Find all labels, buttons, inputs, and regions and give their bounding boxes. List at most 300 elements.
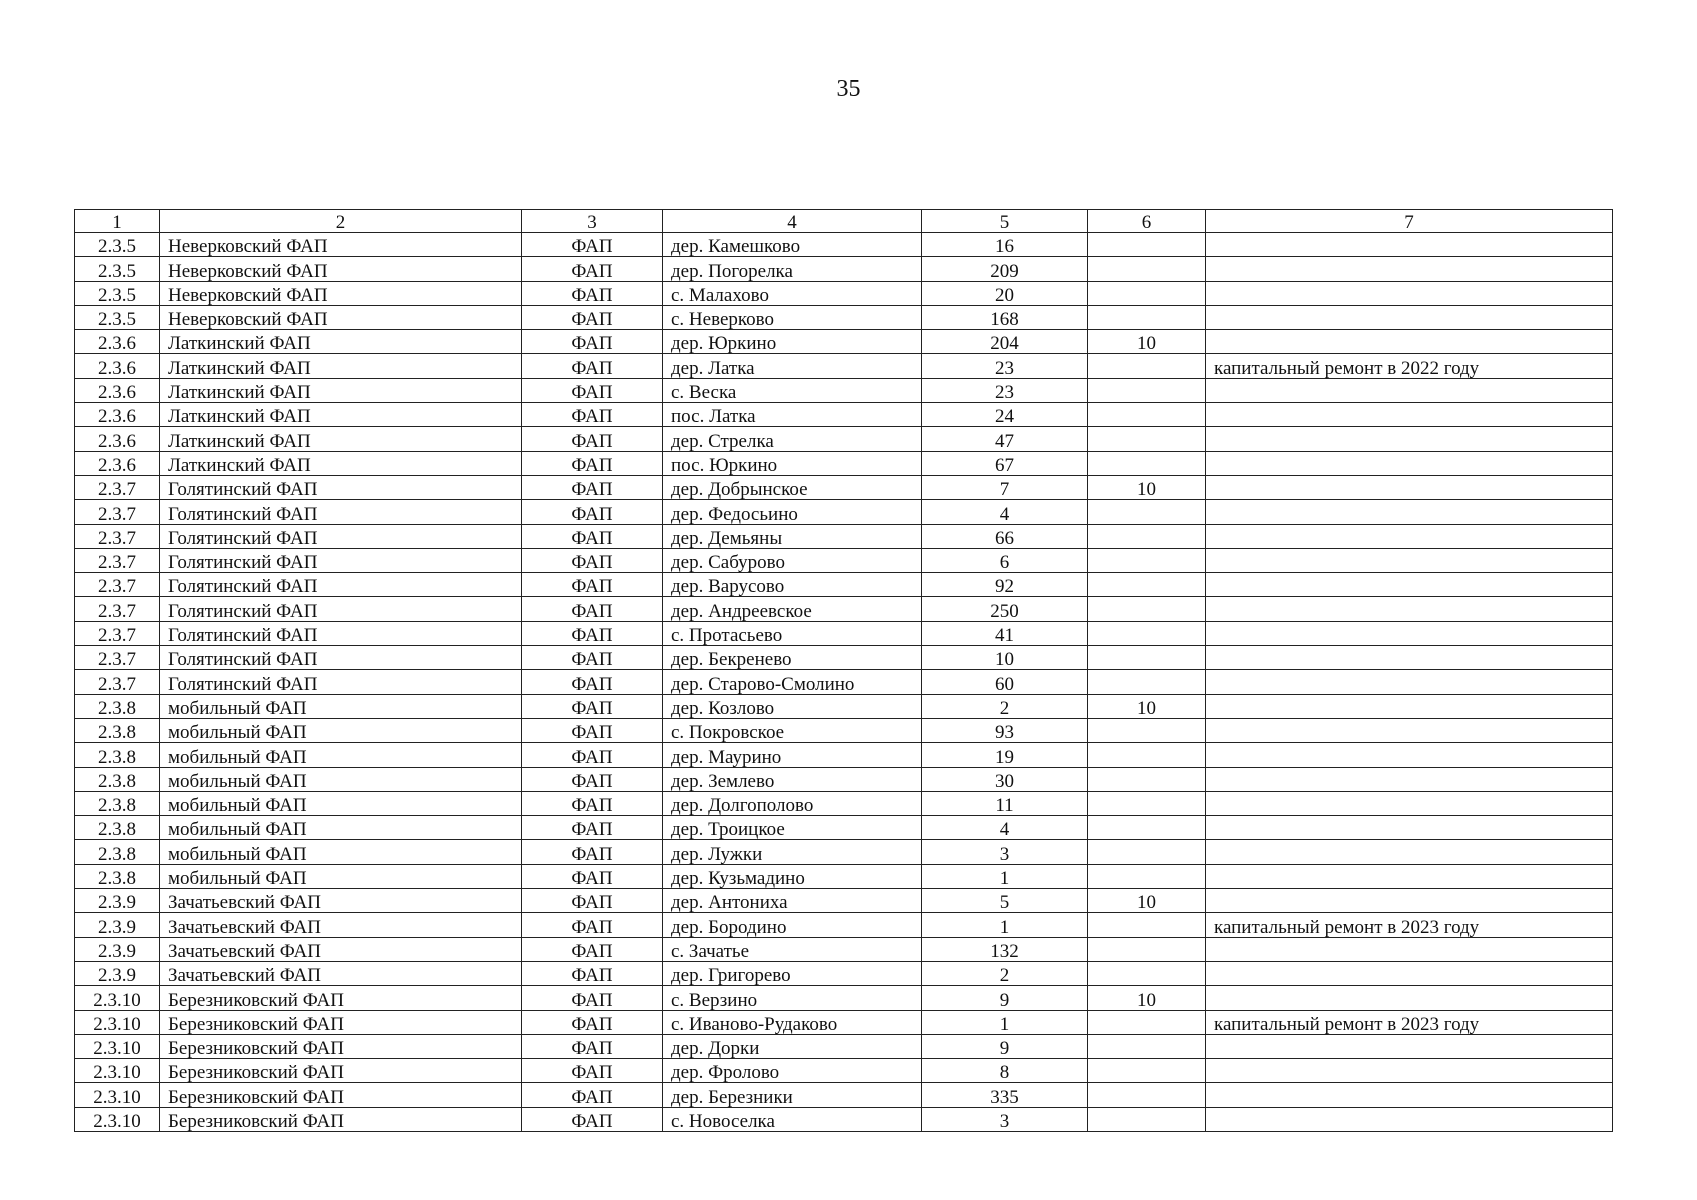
population-cell: 2 bbox=[922, 961, 1088, 985]
facility-name-cell: Голятинский ФАП bbox=[160, 597, 522, 621]
population-cell: 23 bbox=[922, 354, 1088, 378]
facility-type-cell: ФАП bbox=[522, 305, 663, 329]
table-row bbox=[75, 475, 1613, 499]
facility-name-cell: мобильный ФАП bbox=[160, 816, 522, 840]
row-number-cell: 2.3.9 bbox=[75, 937, 160, 961]
facility-name-cell: мобильный ФАП bbox=[160, 743, 522, 767]
table-row bbox=[75, 305, 1613, 329]
facility-name-cell: мобильный ФАП bbox=[160, 791, 522, 815]
settlement-cell: дер. Троицкое bbox=[663, 816, 922, 840]
settlement-cell: с. Веска bbox=[663, 378, 922, 402]
population-cell: 9 bbox=[922, 986, 1088, 1010]
facility-name-cell: Латкинский ФАП bbox=[160, 354, 522, 378]
facility-type-cell: ФАП bbox=[522, 767, 663, 791]
population-cell: 23 bbox=[922, 378, 1088, 402]
facility-type-cell: ФАП bbox=[522, 718, 663, 742]
table-row bbox=[75, 840, 1613, 864]
col6-cell bbox=[1088, 1083, 1206, 1107]
facilities-table bbox=[74, 209, 1613, 1132]
note-cell bbox=[1206, 840, 1613, 864]
note-cell bbox=[1206, 378, 1613, 402]
settlement-cell: дер. Демьяны bbox=[663, 524, 922, 548]
col6-cell bbox=[1088, 743, 1206, 767]
col6-cell bbox=[1088, 913, 1206, 937]
table-row bbox=[75, 524, 1613, 548]
facility-type-cell: ФАП bbox=[522, 548, 663, 572]
note-cell: капитальный ремонт в 2023 году bbox=[1206, 1010, 1613, 1034]
note-cell bbox=[1206, 986, 1613, 1010]
row-number-cell: 2.3.5 bbox=[75, 305, 160, 329]
facility-type-cell: ФАП bbox=[522, 427, 663, 451]
col6-cell bbox=[1088, 573, 1206, 597]
settlement-cell: дер. Дорки bbox=[663, 1034, 922, 1058]
facility-name-cell: Голятинский ФАП bbox=[160, 548, 522, 572]
facility-type-cell: ФАП bbox=[522, 986, 663, 1010]
settlement-cell: дер. Варусово bbox=[663, 573, 922, 597]
population-cell: 41 bbox=[922, 621, 1088, 645]
note-cell bbox=[1206, 451, 1613, 475]
settlement-cell: дер. Федосьино bbox=[663, 500, 922, 524]
note-cell bbox=[1206, 767, 1613, 791]
col6-cell bbox=[1088, 354, 1206, 378]
note-cell bbox=[1206, 889, 1613, 913]
row-number-cell: 2.3.6 bbox=[75, 451, 160, 475]
population-cell: 1 bbox=[922, 913, 1088, 937]
col6-cell bbox=[1088, 816, 1206, 840]
facility-type-cell: ФАП bbox=[522, 816, 663, 840]
col6-cell bbox=[1088, 451, 1206, 475]
settlement-cell: дер. Старово-Смолино bbox=[663, 670, 922, 694]
settlement-cell: пос. Юркино bbox=[663, 451, 922, 475]
row-number-cell: 2.3.6 bbox=[75, 330, 160, 354]
facility-name-cell: Неверковский ФАП bbox=[160, 233, 522, 257]
row-number-cell: 2.3.10 bbox=[75, 986, 160, 1010]
population-cell: 7 bbox=[922, 475, 1088, 499]
note-cell bbox=[1206, 500, 1613, 524]
col6-cell bbox=[1088, 937, 1206, 961]
settlement-cell: дер. Добрынское bbox=[663, 475, 922, 499]
note-cell bbox=[1206, 548, 1613, 572]
row-number-cell: 2.3.8 bbox=[75, 791, 160, 815]
note-cell bbox=[1206, 1107, 1613, 1131]
settlement-cell: с. Зачатье bbox=[663, 937, 922, 961]
settlement-cell: с. Верзино bbox=[663, 986, 922, 1010]
population-cell: 16 bbox=[922, 233, 1088, 257]
row-number-cell: 2.3.8 bbox=[75, 718, 160, 742]
table-row bbox=[75, 913, 1613, 937]
population-cell: 30 bbox=[922, 767, 1088, 791]
table-row bbox=[75, 451, 1613, 475]
column-header: 6 bbox=[1088, 210, 1206, 233]
population-cell: 1 bbox=[922, 864, 1088, 888]
note-cell bbox=[1206, 597, 1613, 621]
settlement-cell: дер. Березники bbox=[663, 1083, 922, 1107]
facility-name-cell: Голятинский ФАП bbox=[160, 646, 522, 670]
facility-type-cell: ФАП bbox=[522, 257, 663, 281]
col6-cell: 10 bbox=[1088, 475, 1206, 499]
table-row bbox=[75, 743, 1613, 767]
facility-type-cell: ФАП bbox=[522, 475, 663, 499]
table-row bbox=[75, 1010, 1613, 1034]
col6-cell bbox=[1088, 257, 1206, 281]
table-row bbox=[75, 500, 1613, 524]
row-number-cell: 2.3.5 bbox=[75, 257, 160, 281]
settlement-cell: дер. Погорелка bbox=[663, 257, 922, 281]
population-cell: 1 bbox=[922, 1010, 1088, 1034]
column-header: 4 bbox=[663, 210, 922, 233]
table-row bbox=[75, 1034, 1613, 1058]
row-number-cell: 2.3.8 bbox=[75, 864, 160, 888]
row-number-cell: 2.3.9 bbox=[75, 961, 160, 985]
page-number: 35 bbox=[836, 76, 861, 102]
facility-name-cell: Березниковский ФАП bbox=[160, 1107, 522, 1131]
table-row bbox=[75, 816, 1613, 840]
col6-cell bbox=[1088, 767, 1206, 791]
facility-name-cell: Голятинский ФАП bbox=[160, 475, 522, 499]
population-cell: 3 bbox=[922, 1107, 1088, 1131]
facility-type-cell: ФАП bbox=[522, 597, 663, 621]
note-cell bbox=[1206, 743, 1613, 767]
col6-cell bbox=[1088, 281, 1206, 305]
col6-cell bbox=[1088, 597, 1206, 621]
table-row bbox=[75, 573, 1613, 597]
population-cell: 335 bbox=[922, 1083, 1088, 1107]
population-cell: 168 bbox=[922, 305, 1088, 329]
note-cell bbox=[1206, 621, 1613, 645]
col6-cell bbox=[1088, 1010, 1206, 1034]
note-cell bbox=[1206, 718, 1613, 742]
facility-type-cell: ФАП bbox=[522, 1083, 663, 1107]
table-row bbox=[75, 670, 1613, 694]
settlement-cell: с. Протасьево bbox=[663, 621, 922, 645]
note-cell bbox=[1206, 694, 1613, 718]
settlement-cell: дер. Стрелка bbox=[663, 427, 922, 451]
note-cell bbox=[1206, 281, 1613, 305]
row-number-cell: 2.3.10 bbox=[75, 1034, 160, 1058]
facility-type-cell: ФАП bbox=[522, 889, 663, 913]
facility-name-cell: мобильный ФАП bbox=[160, 694, 522, 718]
facility-type-cell: ФАП bbox=[522, 840, 663, 864]
row-number-cell: 2.3.5 bbox=[75, 281, 160, 305]
table-row bbox=[75, 403, 1613, 427]
table-row bbox=[75, 330, 1613, 354]
table-row bbox=[75, 1107, 1613, 1131]
facility-type-cell: ФАП bbox=[522, 500, 663, 524]
facility-name-cell: Латкинский ФАП bbox=[160, 330, 522, 354]
col6-cell bbox=[1088, 1034, 1206, 1058]
row-number-cell: 2.3.7 bbox=[75, 670, 160, 694]
facility-name-cell: Зачатьевский ФАП bbox=[160, 961, 522, 985]
col6-cell bbox=[1088, 840, 1206, 864]
facility-name-cell: Латкинский ФАП bbox=[160, 451, 522, 475]
table-row bbox=[75, 1083, 1613, 1107]
row-number-cell: 2.3.5 bbox=[75, 233, 160, 257]
facility-type-cell: ФАП bbox=[522, 573, 663, 597]
col6-cell: 10 bbox=[1088, 694, 1206, 718]
facility-name-cell: Латкинский ФАП bbox=[160, 378, 522, 402]
facility-name-cell: мобильный ФАП bbox=[160, 718, 522, 742]
col6-cell bbox=[1088, 305, 1206, 329]
row-number-cell: 2.3.8 bbox=[75, 694, 160, 718]
note-cell bbox=[1206, 475, 1613, 499]
population-cell: 20 bbox=[922, 281, 1088, 305]
population-cell: 66 bbox=[922, 524, 1088, 548]
population-cell: 204 bbox=[922, 330, 1088, 354]
facility-type-cell: ФАП bbox=[522, 694, 663, 718]
table-body bbox=[75, 210, 1613, 1132]
note-cell bbox=[1206, 257, 1613, 281]
settlement-cell: дер. Бородино bbox=[663, 913, 922, 937]
row-number-cell: 2.3.6 bbox=[75, 403, 160, 427]
facility-name-cell: Березниковский ФАП bbox=[160, 1010, 522, 1034]
row-number-cell: 2.3.7 bbox=[75, 646, 160, 670]
facility-type-cell: ФАП bbox=[522, 378, 663, 402]
row-number-cell: 2.3.7 bbox=[75, 475, 160, 499]
population-cell: 4 bbox=[922, 816, 1088, 840]
row-number-cell: 2.3.7 bbox=[75, 524, 160, 548]
table-row bbox=[75, 767, 1613, 791]
population-cell: 60 bbox=[922, 670, 1088, 694]
population-cell: 92 bbox=[922, 573, 1088, 597]
table-row bbox=[75, 646, 1613, 670]
row-number-cell: 2.3.8 bbox=[75, 816, 160, 840]
settlement-cell: дер. Фролово bbox=[663, 1059, 922, 1083]
row-number-cell: 2.3.8 bbox=[75, 840, 160, 864]
facility-type-cell: ФАП bbox=[522, 937, 663, 961]
column-header: 2 bbox=[160, 210, 522, 233]
settlement-cell: с. Покровское bbox=[663, 718, 922, 742]
population-cell: 3 bbox=[922, 840, 1088, 864]
table-row bbox=[75, 718, 1613, 742]
row-number-cell: 2.3.7 bbox=[75, 621, 160, 645]
facility-type-cell: ФАП bbox=[522, 1034, 663, 1058]
facility-name-cell: Зачатьевский ФАП bbox=[160, 913, 522, 937]
facility-type-cell: ФАП bbox=[522, 621, 663, 645]
settlement-cell: пос. Латка bbox=[663, 403, 922, 427]
col6-cell bbox=[1088, 1107, 1206, 1131]
facility-name-cell: Латкинский ФАП bbox=[160, 427, 522, 451]
facility-type-cell: ФАП bbox=[522, 281, 663, 305]
column-header: 3 bbox=[522, 210, 663, 233]
note-cell bbox=[1206, 403, 1613, 427]
population-cell: 8 bbox=[922, 1059, 1088, 1083]
row-number-cell: 2.3.6 bbox=[75, 378, 160, 402]
population-cell: 2 bbox=[922, 694, 1088, 718]
col6-cell bbox=[1088, 621, 1206, 645]
population-cell: 19 bbox=[922, 743, 1088, 767]
facility-type-cell: ФАП bbox=[522, 1107, 663, 1131]
settlement-cell: дер. Камешково bbox=[663, 233, 922, 257]
col6-cell: 10 bbox=[1088, 330, 1206, 354]
facility-type-cell: ФАП bbox=[522, 743, 663, 767]
settlement-cell: дер. Долгополово bbox=[663, 791, 922, 815]
settlement-cell: дер. Маурино bbox=[663, 743, 922, 767]
facility-type-cell: ФАП bbox=[522, 646, 663, 670]
col6-cell bbox=[1088, 524, 1206, 548]
population-cell: 5 bbox=[922, 889, 1088, 913]
note-cell bbox=[1206, 233, 1613, 257]
col6-cell bbox=[1088, 233, 1206, 257]
settlement-cell: с. Неверково bbox=[663, 305, 922, 329]
note-cell bbox=[1206, 646, 1613, 670]
col6-cell bbox=[1088, 548, 1206, 572]
table-row bbox=[75, 1059, 1613, 1083]
table-row bbox=[75, 864, 1613, 888]
facility-name-cell: Березниковский ФАП bbox=[160, 986, 522, 1010]
facility-type-cell: ФАП bbox=[522, 524, 663, 548]
table-row bbox=[75, 597, 1613, 621]
table-row bbox=[75, 694, 1613, 718]
row-number-cell: 2.3.7 bbox=[75, 597, 160, 621]
col6-cell bbox=[1088, 791, 1206, 815]
facility-type-cell: ФАП bbox=[522, 1059, 663, 1083]
note-cell bbox=[1206, 573, 1613, 597]
population-cell: 11 bbox=[922, 791, 1088, 815]
table-row bbox=[75, 986, 1613, 1010]
population-cell: 67 bbox=[922, 451, 1088, 475]
col6-cell: 10 bbox=[1088, 986, 1206, 1010]
settlement-cell: дер. Юркино bbox=[663, 330, 922, 354]
facility-name-cell: Березниковский ФАП bbox=[160, 1083, 522, 1107]
settlement-cell: дер. Латка bbox=[663, 354, 922, 378]
col6-cell bbox=[1088, 403, 1206, 427]
facility-name-cell: мобильный ФАП bbox=[160, 767, 522, 791]
table-row bbox=[75, 427, 1613, 451]
facility-name-cell: Березниковский ФАП bbox=[160, 1034, 522, 1058]
table-row bbox=[75, 281, 1613, 305]
population-cell: 10 bbox=[922, 646, 1088, 670]
facility-name-cell: Неверковский ФАП bbox=[160, 257, 522, 281]
header-row bbox=[75, 210, 1613, 233]
population-cell: 4 bbox=[922, 500, 1088, 524]
settlement-cell: с. Новоселка bbox=[663, 1107, 922, 1131]
row-number-cell: 2.3.10 bbox=[75, 1059, 160, 1083]
population-cell: 47 bbox=[922, 427, 1088, 451]
row-number-cell: 2.3.10 bbox=[75, 1010, 160, 1034]
table-row bbox=[75, 961, 1613, 985]
note-cell bbox=[1206, 524, 1613, 548]
row-number-cell: 2.3.7 bbox=[75, 573, 160, 597]
facility-type-cell: ФАП bbox=[522, 451, 663, 475]
note-cell bbox=[1206, 937, 1613, 961]
table-row bbox=[75, 889, 1613, 913]
column-header: 5 bbox=[922, 210, 1088, 233]
facility-type-cell: ФАП bbox=[522, 233, 663, 257]
facility-name-cell: мобильный ФАП bbox=[160, 864, 522, 888]
settlement-cell: дер. Бекренево bbox=[663, 646, 922, 670]
row-number-cell: 2.3.6 bbox=[75, 427, 160, 451]
population-cell: 132 bbox=[922, 937, 1088, 961]
table-row bbox=[75, 937, 1613, 961]
row-number-cell: 2.3.8 bbox=[75, 767, 160, 791]
facility-name-cell: Зачатьевский ФАП bbox=[160, 889, 522, 913]
col6-cell bbox=[1088, 961, 1206, 985]
settlement-cell: дер. Сабурово bbox=[663, 548, 922, 572]
note-cell bbox=[1206, 1034, 1613, 1058]
facility-type-cell: ФАП bbox=[522, 354, 663, 378]
settlement-cell: дер. Лужки bbox=[663, 840, 922, 864]
settlement-cell: с. Малахово bbox=[663, 281, 922, 305]
population-cell: 6 bbox=[922, 548, 1088, 572]
facility-type-cell: ФАП bbox=[522, 330, 663, 354]
note-cell bbox=[1206, 330, 1613, 354]
col6-cell bbox=[1088, 670, 1206, 694]
settlement-cell: дер. Козлово bbox=[663, 694, 922, 718]
facility-name-cell: Зачатьевский ФАП bbox=[160, 937, 522, 961]
col6-cell bbox=[1088, 1059, 1206, 1083]
population-cell: 209 bbox=[922, 257, 1088, 281]
note-cell bbox=[1206, 864, 1613, 888]
facility-name-cell: мобильный ФАП bbox=[160, 840, 522, 864]
row-number-cell: 2.3.7 bbox=[75, 548, 160, 572]
settlement-cell: дер. Андреевское bbox=[663, 597, 922, 621]
settlement-cell: дер. Кузьмадино bbox=[663, 864, 922, 888]
note-cell bbox=[1206, 816, 1613, 840]
row-number-cell: 2.3.10 bbox=[75, 1107, 160, 1131]
col6-cell bbox=[1088, 500, 1206, 524]
facility-name-cell: Неверковский ФАП bbox=[160, 305, 522, 329]
row-number-cell: 2.3.10 bbox=[75, 1083, 160, 1107]
note-cell bbox=[1206, 791, 1613, 815]
facility-name-cell: Голятинский ФАП bbox=[160, 670, 522, 694]
row-number-cell: 2.3.8 bbox=[75, 743, 160, 767]
col6-cell: 10 bbox=[1088, 889, 1206, 913]
table-row bbox=[75, 257, 1613, 281]
row-number-cell: 2.3.7 bbox=[75, 500, 160, 524]
row-number-cell: 2.3.9 bbox=[75, 913, 160, 937]
col6-cell bbox=[1088, 718, 1206, 742]
facility-type-cell: ФАП bbox=[522, 403, 663, 427]
facility-type-cell: ФАП bbox=[522, 961, 663, 985]
note-cell bbox=[1206, 1083, 1613, 1107]
facility-name-cell: Голятинский ФАП bbox=[160, 573, 522, 597]
facility-name-cell: Голятинский ФАП bbox=[160, 621, 522, 645]
col6-cell bbox=[1088, 646, 1206, 670]
table-row bbox=[75, 354, 1613, 378]
facility-type-cell: ФАП bbox=[522, 864, 663, 888]
row-number-cell: 2.3.6 bbox=[75, 354, 160, 378]
note-cell bbox=[1206, 1059, 1613, 1083]
column-header: 7 bbox=[1206, 210, 1613, 233]
population-cell: 24 bbox=[922, 403, 1088, 427]
col6-cell bbox=[1088, 427, 1206, 451]
population-cell: 93 bbox=[922, 718, 1088, 742]
population-cell: 9 bbox=[922, 1034, 1088, 1058]
row-number-cell: 2.3.9 bbox=[75, 889, 160, 913]
settlement-cell: дер. Землево bbox=[663, 767, 922, 791]
facility-type-cell: ФАП bbox=[522, 670, 663, 694]
facility-name-cell: Голятинский ФАП bbox=[160, 524, 522, 548]
table-row bbox=[75, 621, 1613, 645]
settlement-cell: дер. Антониха bbox=[663, 889, 922, 913]
settlement-cell: дер. Григорево bbox=[663, 961, 922, 985]
col6-cell bbox=[1088, 864, 1206, 888]
facility-name-cell: Березниковский ФАП bbox=[160, 1059, 522, 1083]
settlement-cell: с. Иваново-Рудаково bbox=[663, 1010, 922, 1034]
facility-type-cell: ФАП bbox=[522, 1010, 663, 1034]
column-header: 1 bbox=[75, 210, 160, 233]
note-cell bbox=[1206, 961, 1613, 985]
note-cell: капитальный ремонт в 2023 году bbox=[1206, 913, 1613, 937]
population-cell: 250 bbox=[922, 597, 1088, 621]
facility-name-cell: Голятинский ФАП bbox=[160, 500, 522, 524]
note-cell bbox=[1206, 670, 1613, 694]
table-row bbox=[75, 233, 1613, 257]
note-cell: капитальный ремонт в 2022 году bbox=[1206, 354, 1613, 378]
table-row bbox=[75, 378, 1613, 402]
facility-type-cell: ФАП bbox=[522, 913, 663, 937]
note-cell bbox=[1206, 305, 1613, 329]
